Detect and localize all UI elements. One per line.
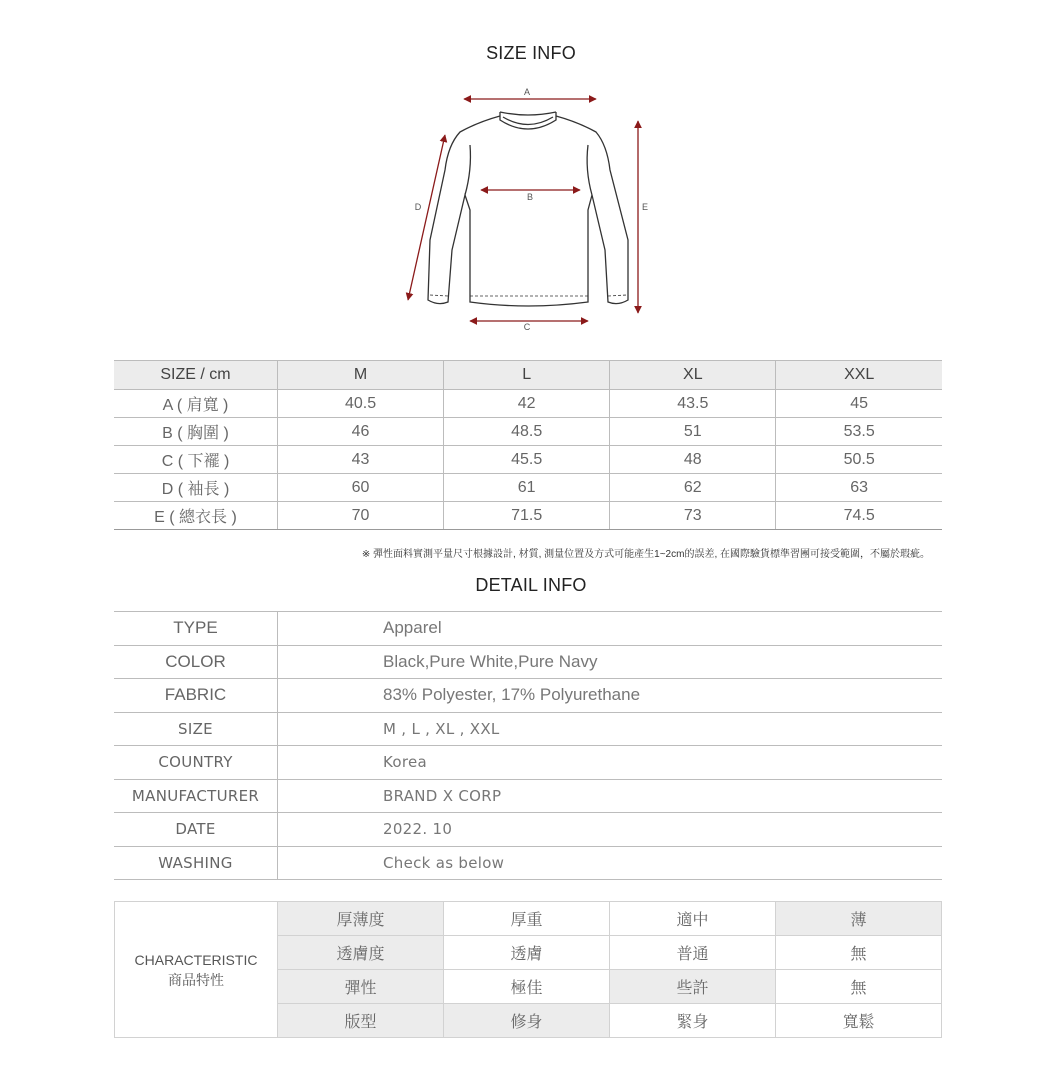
cell: 63 bbox=[776, 474, 942, 502]
table-row bbox=[114, 474, 942, 502]
label-d: D bbox=[414, 202, 422, 212]
measurement-arrows bbox=[408, 99, 638, 321]
detail-key: COLOR bbox=[114, 645, 278, 679]
detail-key: SIZE bbox=[114, 712, 278, 746]
cell: 42 bbox=[444, 390, 610, 418]
table-row bbox=[114, 502, 942, 530]
detail-row bbox=[114, 746, 942, 780]
detail-row bbox=[114, 712, 942, 746]
char-option: 寬鬆 bbox=[776, 1004, 942, 1038]
char-row bbox=[115, 902, 942, 936]
cell: 71.5 bbox=[444, 502, 610, 530]
characteristic-label-en: CHARACTERISTIC bbox=[134, 951, 258, 968]
cell: 74.5 bbox=[776, 502, 942, 530]
detail-row bbox=[114, 612, 942, 646]
detail-key: FABRIC bbox=[114, 679, 278, 713]
size-header-cell: M bbox=[278, 361, 444, 390]
table-row bbox=[114, 446, 942, 474]
row-label: A ( 肩寬 ) bbox=[114, 390, 278, 418]
size-header-cell: XXL bbox=[776, 361, 942, 390]
size-note: ※ 彈性面料實測平量尺寸根據設計, 材質, 測量位置及方式可能產生1~2cm的誤差, 在國際驗貨標準習團可接受範圍，不屬於瑕疵。 bbox=[361, 549, 930, 560]
cell: 43 bbox=[278, 446, 444, 474]
detail-row bbox=[114, 846, 942, 880]
char-attribute: 透膚度 bbox=[278, 936, 444, 970]
characteristic-table bbox=[114, 901, 942, 1038]
characteristic-label-zh: 商品特性 bbox=[168, 971, 224, 988]
detail-row bbox=[114, 779, 942, 813]
detail-value: Black,Pure White,Pure Navy bbox=[278, 645, 943, 679]
cell: 46 bbox=[278, 418, 444, 446]
char-option: 薄 bbox=[776, 902, 942, 936]
garment-measurement-diagram bbox=[400, 85, 660, 335]
char-option: 緊身 bbox=[610, 1004, 776, 1038]
char-option: 適中 bbox=[610, 902, 776, 936]
size-table-header bbox=[114, 361, 942, 390]
cell: 48 bbox=[610, 446, 776, 474]
detail-row bbox=[114, 645, 942, 679]
char-attribute: 彈性 bbox=[278, 970, 444, 1004]
cell: 50.5 bbox=[776, 446, 942, 474]
label-b: B bbox=[526, 192, 534, 202]
size-header-cell: XL bbox=[610, 361, 776, 390]
row-label: E ( 總衣長 ) bbox=[114, 502, 278, 530]
char-attribute: 厚薄度 bbox=[278, 902, 444, 936]
detail-info-title: DETAIL INFO bbox=[475, 575, 587, 595]
detail-row bbox=[114, 813, 942, 847]
row-label: B ( 胸圍 ) bbox=[114, 418, 278, 446]
table-row bbox=[114, 418, 942, 446]
cell: 51 bbox=[610, 418, 776, 446]
detail-key: WASHING bbox=[114, 846, 278, 880]
label-e: E bbox=[641, 202, 649, 212]
cell: 43.5 bbox=[610, 390, 776, 418]
detail-value: Check as below bbox=[278, 846, 943, 880]
cell: 70 bbox=[278, 502, 444, 530]
detail-key: MANUFACTURER bbox=[114, 779, 278, 813]
detail-value: Korea bbox=[278, 746, 943, 780]
detail-table bbox=[114, 611, 942, 880]
char-option: 修身 bbox=[444, 1004, 610, 1038]
detail-value: Apparel bbox=[278, 612, 943, 646]
char-option: 極佳 bbox=[444, 970, 610, 1004]
label-a: A bbox=[523, 87, 531, 97]
cell: 45 bbox=[776, 390, 942, 418]
row-label: C ( 下襬 ) bbox=[114, 446, 278, 474]
char-option: 厚重 bbox=[444, 902, 610, 936]
detail-key: TYPE bbox=[114, 612, 278, 646]
char-attribute: 版型 bbox=[278, 1004, 444, 1038]
cell: 62 bbox=[610, 474, 776, 502]
cell: 60 bbox=[278, 474, 444, 502]
shirt-outline bbox=[428, 112, 628, 306]
size-header-cell: SIZE / cm bbox=[114, 361, 278, 390]
detail-value: 83% Polyester, 17% Polyurethane bbox=[278, 679, 943, 713]
detail-value: BRAND X CORP bbox=[278, 779, 943, 813]
char-option: 些許 bbox=[610, 970, 776, 1004]
characteristic-label bbox=[115, 902, 278, 1038]
detail-value: 2022. 10 bbox=[278, 813, 943, 847]
char-option: 普通 bbox=[610, 936, 776, 970]
detail-value: M , L , XL , XXL bbox=[278, 712, 943, 746]
char-option: 無 bbox=[776, 936, 942, 970]
cell: 45.5 bbox=[444, 446, 610, 474]
cell: 73 bbox=[610, 502, 776, 530]
size-info-title: SIZE INFO bbox=[486, 43, 576, 63]
detail-row bbox=[114, 679, 942, 713]
char-option: 透膚 bbox=[444, 936, 610, 970]
detail-key: COUNTRY bbox=[114, 746, 278, 780]
size-table bbox=[114, 360, 942, 530]
char-option: 無 bbox=[776, 970, 942, 1004]
detail-key: DATE bbox=[114, 813, 278, 847]
cell: 61 bbox=[444, 474, 610, 502]
cell: 53.5 bbox=[776, 418, 942, 446]
cell: 40.5 bbox=[278, 390, 444, 418]
row-label: D ( 袖長 ) bbox=[114, 474, 278, 502]
table-row bbox=[114, 390, 942, 418]
size-header-cell: L bbox=[444, 361, 610, 390]
cell: 48.5 bbox=[444, 418, 610, 446]
label-c: C bbox=[523, 322, 531, 332]
